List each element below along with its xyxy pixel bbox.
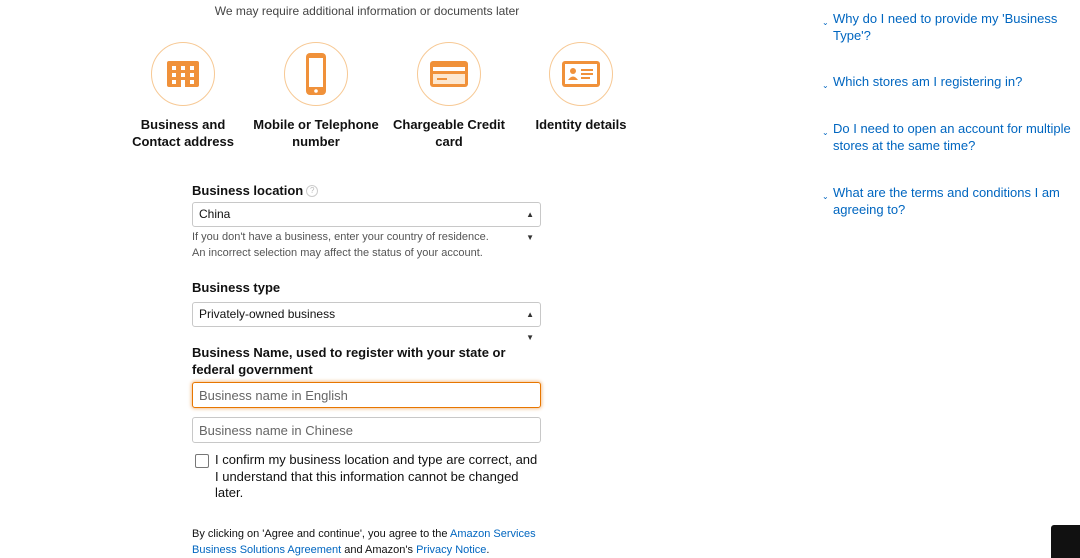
confirm-row: [192, 452, 542, 502]
confirm-text: I confirm my business location and type are correct, and I understand that this information cannot be changed later.: [215, 452, 538, 500]
requirements-note: We may require additional information or documents later: [214, 4, 520, 18]
chevron-down-icon: ⌄: [822, 192, 829, 201]
credit-card-icon: [429, 60, 469, 88]
chat-widget[interactable]: [1051, 525, 1080, 558]
building-icon: [165, 59, 201, 89]
mobile-phone-icon: [304, 52, 328, 96]
requirement-identity-details: Identity details: [511, 42, 651, 133]
faq-item-business-type[interactable]: ⌄ Why do I need to provide my 'Business Type'?: [822, 11, 1058, 43]
faq-item-terms[interactable]: ⌄ What are the terms and conditions I am agreeing to?: [822, 185, 1060, 217]
business-location-label: Business location ?: [192, 182, 542, 199]
faq-item-multiple-stores[interactable]: ⌄ Do I need to open an account for multiple stores at the same time?: [822, 121, 1071, 153]
chevron-down-icon: ⌄: [822, 81, 829, 90]
select-arrows-icon: ▲ ▼: [526, 210, 534, 242]
business-location-select[interactable]: China ▲ ▼: [192, 202, 541, 227]
id-card-icon: [561, 60, 601, 88]
faq-item-stores[interactable]: ⌄ Which stores am I registering in?: [822, 74, 1023, 90]
business-type-select[interactable]: Privately-owned business ▲ ▼: [192, 302, 541, 327]
business-name-label: Business Name, used to register with your state or federal government: [192, 345, 506, 377]
select-arrows-icon: ▲ ▼: [526, 310, 534, 342]
privacy-notice-link[interactable]: Privacy Notice: [416, 543, 487, 556]
business-info-form: [192, 182, 542, 558]
business-type-label: Business type: [192, 280, 281, 295]
requirement-credit-card: Chargeable Credit card: [379, 42, 519, 150]
business-name-english-input[interactable]: [192, 382, 541, 408]
chevron-down-icon: ⌄: [822, 18, 829, 27]
business-location-hint: If you don't have a business, enter your country of residence. An incorrect selection may affect the status of your account.: [192, 231, 489, 259]
requirement-phone-number: Mobile or Telephone number: [246, 42, 386, 150]
business-solutions-agreement-link[interactable]: Amazon Services Business Solutions Agreement: [192, 527, 536, 556]
requirement-business-address: Business and Contact address: [113, 42, 253, 150]
legal-notice: By clicking on 'Agree and continue', you agree to the Amazon Services Business Solutions Agreement and Amazon's Privacy Notice.: [192, 527, 536, 556]
confirm-checkbox[interactable]: [195, 454, 209, 468]
business-name-chinese-input[interactable]: [192, 417, 541, 443]
chevron-down-icon: ⌄: [822, 128, 829, 137]
help-question-icon[interactable]: ?: [306, 185, 318, 197]
